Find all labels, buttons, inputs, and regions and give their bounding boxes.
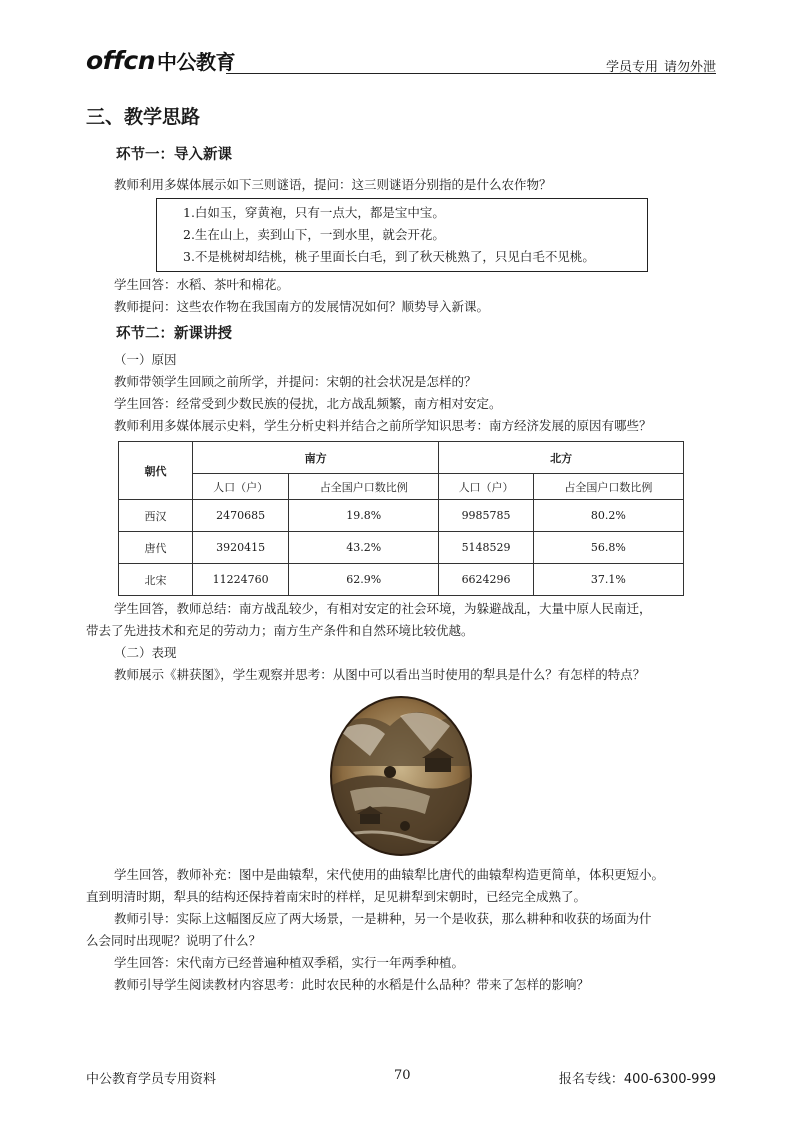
- plowing-harvest-painting: [330, 696, 472, 856]
- step2-p5: 教师展示《耕获图》，学生观察并思考：从图中可以看出当时使用的犁具是什么？有怎样的特点？: [114, 667, 646, 682]
- cell-north-pop: 5148529: [439, 532, 533, 564]
- logo-cn: 中公教育: [157, 50, 236, 74]
- cell-north-ratio: 80.2%: [533, 500, 683, 532]
- col-south-ratio: 占全国户口数比例: [289, 474, 439, 500]
- cell-south-pop: 2470685: [193, 500, 289, 532]
- table-north-header: 北方: [439, 442, 684, 474]
- step2-p4-cont: 带去了先进技术和充足的劳动力；南方生产条件和自然环境比较优越。: [86, 623, 474, 638]
- table-row: [119, 532, 684, 564]
- table-row: [119, 500, 684, 532]
- cell-era: 北宋: [119, 564, 193, 596]
- part2-heading: （二）表现: [114, 645, 177, 660]
- page-header: [86, 40, 716, 80]
- cell-north-pop: 9985785: [439, 500, 533, 532]
- cell-south-ratio: 19.8%: [289, 500, 439, 532]
- part1-heading: （一）原因: [114, 352, 177, 367]
- header-notice-b: 请勿外泄: [663, 60, 716, 75]
- header-notice-a: 学员专用: [605, 60, 658, 75]
- step1-student-answer: 学生回答：水稻、茶叶和棉花。: [114, 277, 290, 292]
- step2-p2: 学生回答：经常受到少数民族的侵扰，北方战乱频繁，南方相对安定。: [114, 396, 502, 411]
- riddle-1: 1.白如玉，穿黄袍，只有一点大，都是宝中宝。: [183, 205, 445, 220]
- page-content: [86, 100, 716, 996]
- page-footer: [86, 1068, 716, 1088]
- step2-title: 环节二：新课讲授: [116, 326, 232, 342]
- table-row: [119, 564, 684, 596]
- population-table: [118, 441, 684, 596]
- step1-intro: 教师利用多媒体展示如下三则谜语，提问：这三则谜语分别指的是什么农作物？: [114, 177, 552, 192]
- cell-south-ratio: 62.9%: [289, 564, 439, 596]
- riddle-2: 2.生在山上，卖到山下，一到水里，就会开花。: [183, 227, 445, 242]
- col-north-ratio: 占全国户口数比例: [533, 474, 683, 500]
- step2-p3: 教师利用多媒体展示史料，学生分析史料并结合之前所学知识思考：南方经济发展的原因有哪些？: [114, 418, 652, 433]
- riddle-box: [156, 198, 648, 272]
- cell-era: 唐代: [119, 532, 193, 564]
- step2-p7: 教师引导：实际上这幅图反应了两大场景，一是耕种，另一个是收获，那么耕种和收获的场面为什: [114, 911, 652, 926]
- step2-p8: 学生回答：宋代南方已经普遍种植双季稻，实行一年两季种植。: [114, 955, 465, 970]
- cell-south-pop: 11224760: [193, 564, 289, 596]
- step2-p7-cont: 么会同时出现呢？说明了什么？: [86, 933, 262, 948]
- logo-en: offcn: [86, 46, 156, 75]
- header-notice: [606, 56, 716, 75]
- footer-left: 中公教育学员专用资料: [86, 1072, 217, 1087]
- section-title: 三、教学思路: [86, 106, 201, 128]
- step2-p6: 学生回答，教师补充：图中是曲辕犁，宋代使用的曲辕犁比唐代的曲辕犁构造更简单，体积更短小。: [114, 867, 665, 882]
- cell-era: 西汉: [119, 500, 193, 532]
- riddle-3: 3.不是桃树却结桃，桃子里面长白毛，到了秋天桃熟了，只见白毛不见桃。: [183, 249, 595, 264]
- table-corner: 朝代: [119, 442, 193, 500]
- step2-p6-cont: 直到明清时期，犁具的结构还保持着南宋时的样样，足见耕犁到宋朝时，已经完全成熟了。: [86, 889, 587, 904]
- step2-p9: 教师引导学生阅读教材内容思考：此时农民种的水稻是什么品种？带来了怎样的影响？: [114, 977, 590, 992]
- cell-north-pop: 6624296: [439, 564, 533, 596]
- offcn-logo: [86, 46, 235, 76]
- cell-south-ratio: 43.2%: [289, 532, 439, 564]
- step1-title: 环节一：导入新课: [116, 147, 232, 163]
- step2-p4: 学生回答，教师总结：南方战乱较少，有相对安定的社会环境，为躲避战乱，大量中原人民南迁，: [114, 601, 652, 616]
- page-number: 70: [394, 1068, 411, 1083]
- painting-area: [86, 696, 716, 858]
- col-south-pop: 人口（户）: [193, 474, 289, 500]
- table-south-header: 南方: [193, 442, 439, 474]
- cell-south-pop: 3920415: [193, 532, 289, 564]
- step2-p1: 教师带领学生回顾之前所学，并提问：宋朝的社会状况是怎样的？: [114, 374, 477, 389]
- col-north-pop: 人口（户）: [439, 474, 533, 500]
- step1-teacher-question: 教师提问：这些农作物在我国南方的发展情况如何？顺势导入新课。: [114, 299, 490, 314]
- cell-north-ratio: 37.1%: [533, 564, 683, 596]
- cell-north-ratio: 56.8%: [533, 532, 683, 564]
- footer-hotline: 报名专线：400-6300-999: [558, 1072, 716, 1087]
